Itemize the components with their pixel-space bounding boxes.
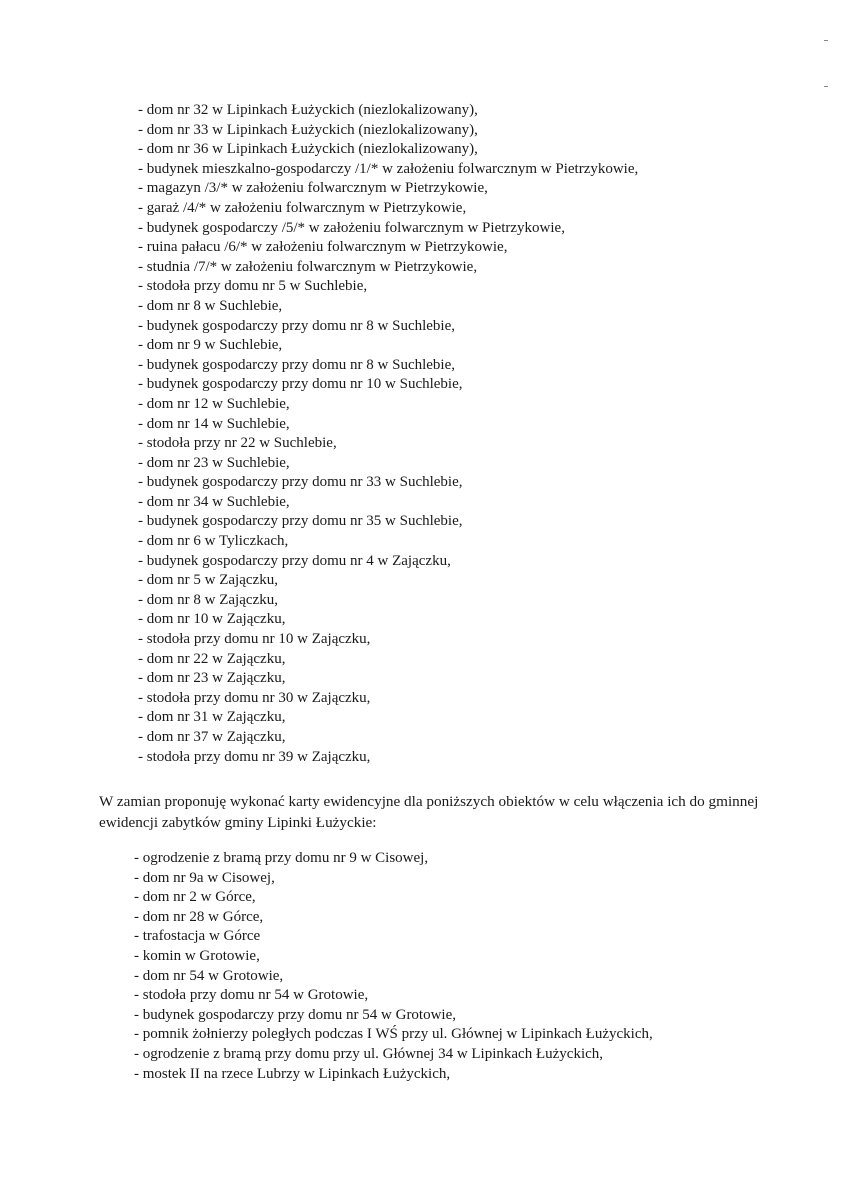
list-item: - stodoła przy nr 22 w Suchlebie, bbox=[138, 435, 337, 452]
scan-mark bbox=[824, 86, 828, 87]
list-item: - budynek mieszkalno-gospodarczy /1/* w założeniu folwarcznym w Pietrzykowie, bbox=[138, 160, 639, 177]
scan-mark bbox=[824, 40, 828, 41]
list-item: - dom nr 9 w Suchlebie, bbox=[138, 337, 283, 354]
list-item: - dom nr 33 w Lipinkach Łużyckich (niezlokalizowany), bbox=[138, 121, 478, 138]
list-item: - magazyn /3/* w założeniu folwarcznym w Pietrzykowie, bbox=[138, 180, 488, 197]
list-item: - budynek gospodarczy przy domu nr 35 w Suchlebie, bbox=[138, 513, 463, 530]
list-item: - budynek gospodarczy /5/* w założeniu folwarcznym w Pietrzykowie, bbox=[138, 219, 565, 236]
list-item: - garaż /4/* w założeniu folwarcznym w Pietrzykowie, bbox=[138, 199, 467, 216]
list-item: - pomnik żołnierzy poległych podczas I WŚ przy ul. Głównej w Lipinkach Łużyckich, bbox=[134, 1026, 653, 1043]
list-item: - ogrodzenie z bramą przy domu przy ul. Głównej 34 w Lipinkach Łużyckich, bbox=[134, 1045, 604, 1062]
list-item: - dom nr 32 w Lipinkach Łużyckich (niezlokalizowany), bbox=[138, 102, 478, 118]
list-item: - ogrodzenie z bramą przy domu nr 9 w Cisowej, bbox=[134, 850, 429, 866]
list-item: - budynek gospodarczy przy domu nr 33 w Suchlebie, bbox=[138, 474, 463, 491]
list-item: - dom nr 14 w Suchlebie, bbox=[138, 415, 290, 432]
list-item: - dom nr 12 w Suchlebie, bbox=[138, 395, 290, 412]
list-item: - stodoła przy domu nr 5 w Suchlebie, bbox=[138, 278, 368, 295]
list-item: - dom nr 8 w Zajączku, bbox=[138, 591, 278, 608]
list-item: - stodoła przy domu nr 30 w Zajączku, bbox=[138, 689, 371, 706]
list-item: - trafostacja w Górce bbox=[134, 928, 261, 945]
list-item: - budynek gospodarczy przy domu nr 8 w Suchlebie, bbox=[138, 317, 456, 334]
list-item: - mostek II na rzece Lubrzy w Lipinkach Łużyckich, bbox=[134, 1065, 451, 1082]
objects-list-proposed bbox=[134, 849, 653, 1084]
list-item: - dom nr 23 w Zajączku, bbox=[138, 670, 286, 687]
list-item: - dom nr 28 w Górce, bbox=[134, 908, 264, 925]
list-item: - dom nr 34 w Suchlebie, bbox=[138, 493, 290, 510]
list-item: - stodoła przy domu nr 10 w Zajączku, bbox=[138, 631, 371, 648]
list-item: - budynek gospodarczy przy domu nr 8 w Suchlebie, bbox=[138, 356, 456, 373]
list-item: - dom nr 2 w Górce, bbox=[134, 889, 256, 906]
list-item: - ruina pałacu /6/* w założeniu folwarcznym w Pietrzykowie, bbox=[138, 239, 508, 256]
list-item: - dom nr 22 w Zajączku, bbox=[138, 650, 286, 667]
list-item: - dom nr 36 w Lipinkach Łużyckich (niezlokalizowany), bbox=[138, 141, 478, 158]
list-item: - dom nr 54 w Grotowie, bbox=[134, 967, 284, 984]
list-item: - dom nr 5 w Zajączku, bbox=[138, 572, 278, 589]
list-item: - dom nr 8 w Suchlebie, bbox=[138, 297, 283, 314]
list-item: - stodoła przy domu nr 54 w Grotowie, bbox=[134, 987, 369, 1004]
list-item: - budynek gospodarczy przy domu nr 4 w Zajączku, bbox=[138, 552, 451, 569]
list-item: - dom nr 6 w Tyliczkach, bbox=[138, 533, 289, 550]
list-item: - dom nr 23 w Suchlebie, bbox=[138, 454, 290, 471]
proposal-paragraph: W zamian proponuję wykonać karty ewidencyjne dla poniższych obiektów w celu włączenia ich do gminnej ewidencji zabytków gminy Lipinki Łużyckie: bbox=[99, 793, 759, 831]
list-item: - stodoła przy domu nr 39 w Zajączku, bbox=[138, 748, 371, 765]
list-item: - budynek gospodarczy przy domu nr 10 w Suchlebie, bbox=[138, 376, 463, 393]
list-item: - dom nr 31 w Zajączku, bbox=[138, 709, 286, 726]
list-item: - studnia /7/* w założeniu folwarcznym w Pietrzykowie, bbox=[138, 258, 478, 275]
list-item: - budynek gospodarczy przy domu nr 54 w Grotowie, bbox=[134, 1006, 457, 1023]
list-item: - dom nr 37 w Zajączku, bbox=[138, 729, 286, 745]
list-item: - komin w Grotowie, bbox=[134, 947, 260, 964]
list-item: - dom nr 10 w Zajączku, bbox=[138, 611, 286, 628]
objects-list-excluded bbox=[138, 101, 638, 767]
list-item: - dom nr 9a w Cisowej, bbox=[134, 869, 275, 886]
